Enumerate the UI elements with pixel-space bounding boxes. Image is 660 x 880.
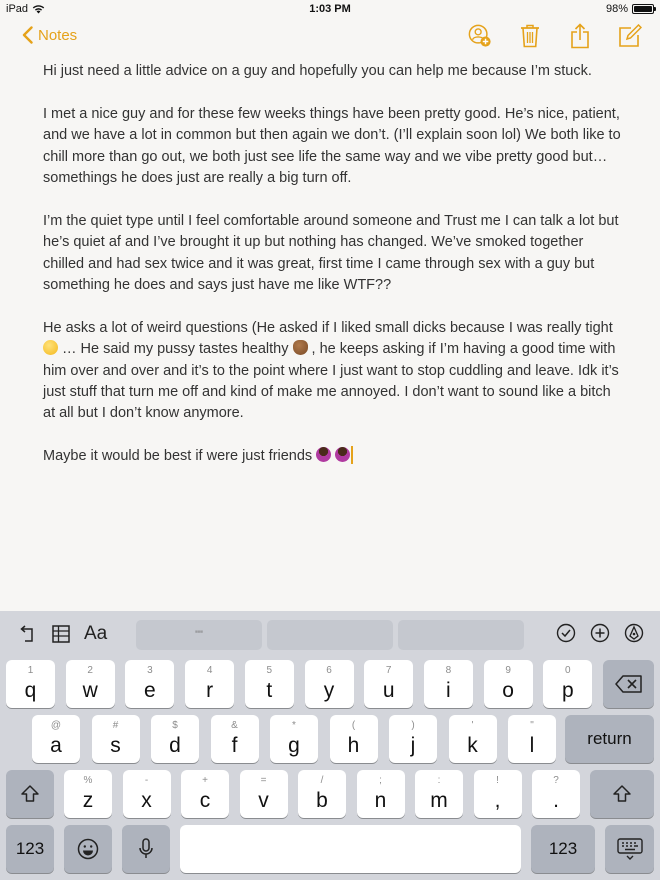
share-button[interactable] xyxy=(568,23,592,49)
trash-icon xyxy=(520,24,540,48)
key-m[interactable] xyxy=(415,770,463,818)
key-e[interactable] xyxy=(125,660,174,708)
key-primary-label: o xyxy=(502,679,514,702)
key-a[interactable] xyxy=(32,715,80,763)
key-secondary-label: 8 xyxy=(445,665,452,676)
key-primary-label: q xyxy=(24,679,37,702)
key-secondary-label: - xyxy=(144,775,149,786)
key-n[interactable] xyxy=(357,770,405,818)
key-primary-label: j xyxy=(410,734,416,757)
key-h[interactable] xyxy=(330,715,378,763)
key-primary-label: r xyxy=(206,679,214,702)
key-secondary-label: 4 xyxy=(206,665,213,676)
key-primary-label: g xyxy=(288,734,300,757)
suggestion-3[interactable] xyxy=(398,620,524,650)
key-primary-label: i xyxy=(446,679,451,702)
keyboard-toolbar xyxy=(0,611,660,657)
checklist-button[interactable] xyxy=(556,623,576,643)
add-person-icon xyxy=(468,23,492,49)
key-secondary-label: + xyxy=(202,775,208,786)
back-label: Notes xyxy=(38,26,78,44)
key-secondary-label: @ xyxy=(50,720,62,731)
key-,[interactable] xyxy=(474,770,522,818)
key-q[interactable] xyxy=(6,660,55,708)
note-paragraph: I met a nice guy and for these few weeks things have been pretty good. He’s nice, patient, and we have a lot in common but then again we don’t. (I’ll explain soon lol) We both like to chill more than go out, we both just see life the same way and we vibe pretty good but… somethings he does just are really a big turn off. xyxy=(43,105,621,187)
key-j[interactable] xyxy=(389,715,437,763)
battery-icon xyxy=(632,4,654,14)
nav-bar xyxy=(0,18,660,56)
key-f[interactable] xyxy=(211,715,259,763)
key-primary-label: k xyxy=(467,734,478,757)
key-r[interactable] xyxy=(185,660,234,708)
microphone-icon xyxy=(138,838,154,860)
table-button[interactable] xyxy=(52,625,70,643)
key-secondary-label: 2 xyxy=(87,665,93,676)
key-secondary-label: ? xyxy=(553,775,559,786)
key-primary-label: n xyxy=(374,789,387,812)
key-secondary-label: % xyxy=(83,775,93,786)
key-primary-label: t xyxy=(266,679,273,702)
shrug-emoji-icon xyxy=(316,447,331,462)
key-secondary-label: $ xyxy=(172,720,178,731)
key-secondary-label: = xyxy=(260,775,267,786)
markup-button[interactable] xyxy=(624,623,644,643)
key-l[interactable] xyxy=(508,715,556,763)
keyboard xyxy=(0,611,660,880)
key-primary-label: , xyxy=(494,789,501,812)
key-primary-label: l xyxy=(529,734,535,757)
key-secondary-label: 6 xyxy=(326,665,332,676)
battery-percent: 98% xyxy=(605,3,628,15)
key-secondary-label: 1 xyxy=(27,665,34,676)
key-k[interactable] xyxy=(449,715,497,763)
keyboard-dismiss-icon xyxy=(617,838,643,860)
key-secondary-label: 9 xyxy=(505,665,511,676)
key-secondary-label: / xyxy=(320,775,324,786)
key-secondary-label: ! xyxy=(496,775,499,786)
key-secondary-label: ; xyxy=(379,775,382,786)
key-primary-label: x xyxy=(141,789,152,812)
hide-keyboard-key[interactable] xyxy=(605,825,654,873)
emoji-key[interactable] xyxy=(64,825,112,873)
key-secondary-label: # xyxy=(112,720,119,731)
shift-icon xyxy=(612,784,632,804)
key-primary-label: w xyxy=(82,679,98,702)
share-icon xyxy=(570,23,590,49)
dictation-key[interactable] xyxy=(122,825,170,873)
space-bar[interactable] xyxy=(180,825,521,873)
key-primary-label: e xyxy=(144,679,156,702)
compose-icon xyxy=(618,24,642,48)
key-secondary-label: ( xyxy=(351,720,356,731)
key-primary-label: f xyxy=(231,734,238,757)
key-primary-label: m xyxy=(430,789,448,812)
key-primary-label: c xyxy=(199,789,211,812)
plus-circle-icon xyxy=(590,623,610,643)
note-paragraph: Hi just need a little advice on a guy and hopefully you can help me because I’m stuck. xyxy=(43,63,592,79)
key-v[interactable] xyxy=(240,770,288,818)
suggestion-1[interactable]: "" xyxy=(136,620,262,650)
key-i[interactable] xyxy=(424,660,473,708)
shift-icon xyxy=(20,784,40,804)
chevron-left-icon xyxy=(22,26,33,44)
key-x[interactable] xyxy=(123,770,171,818)
note-body[interactable] xyxy=(43,61,623,489)
key-primary-label: a xyxy=(50,734,62,757)
key-y[interactable] xyxy=(305,660,354,708)
smirk-emoji-icon xyxy=(43,340,58,355)
key-secondary-label: 5 xyxy=(266,665,273,676)
key-primary-label: . xyxy=(553,789,559,812)
key-primary-label: p xyxy=(561,679,574,702)
key-primary-label: b xyxy=(316,789,328,812)
status-bar xyxy=(0,0,660,18)
key-w[interactable] xyxy=(66,660,115,708)
key-d[interactable] xyxy=(151,715,199,763)
key-secondary-label: * xyxy=(292,720,296,731)
key-primary-label: z xyxy=(82,789,94,812)
key-secondary-label: & xyxy=(231,720,238,731)
key-p[interactable] xyxy=(543,660,592,708)
key-secondary-label: ) xyxy=(411,720,415,731)
device-label: iPad xyxy=(6,3,29,15)
key-secondary-label: 7 xyxy=(385,665,392,676)
shift-key-right[interactable] xyxy=(590,770,654,818)
compose-button[interactable] xyxy=(618,23,642,49)
undo-button[interactable] xyxy=(18,624,38,644)
status-time: 1:03 PM xyxy=(309,3,351,15)
key-primary-label: v xyxy=(258,789,269,812)
key-primary-label: u xyxy=(382,679,395,702)
key-o[interactable] xyxy=(484,660,533,708)
numbers-key-right[interactable]: 123 xyxy=(531,825,595,873)
checkmark-circle-icon xyxy=(556,623,576,643)
key-secondary-label: 0 xyxy=(565,665,571,676)
text-cursor xyxy=(351,446,353,464)
shrug-emoji-icon xyxy=(335,447,350,462)
note-paragraph: Maybe it would be best if were just friends xyxy=(43,446,623,467)
key-.[interactable] xyxy=(532,770,580,818)
format-button[interactable]: Aa xyxy=(84,623,108,644)
key-c[interactable] xyxy=(181,770,229,818)
key-b[interactable] xyxy=(298,770,346,818)
key-g[interactable] xyxy=(270,715,318,763)
note-paragraph: I’m the quiet type until I feel comfortable around someone and Trust me I can talk a lot but he’s quiet af and I’ve brought it up but nothing has changed. We’ve smoked together chilled and had sex twice and it was great, first time I came through sex with a guy but something he does and says just have me like WTF?? xyxy=(43,212,619,294)
pen-tip-circle-icon xyxy=(624,623,644,643)
key-t[interactable] xyxy=(245,660,294,708)
emoji-smiley-icon xyxy=(77,838,99,860)
key-secondary-label: ' xyxy=(471,720,474,731)
return-key[interactable]: return xyxy=(565,715,654,763)
undo-icon xyxy=(18,624,38,644)
numbers-key-left[interactable]: 123 xyxy=(6,825,54,873)
delete-key[interactable] xyxy=(603,660,654,708)
key-z[interactable] xyxy=(64,770,112,818)
insert-button[interactable] xyxy=(590,623,610,643)
key-secondary-label: 3 xyxy=(147,665,153,676)
key-s[interactable] xyxy=(92,715,140,763)
delete-button[interactable] xyxy=(518,23,542,49)
table-icon xyxy=(52,625,70,643)
key-primary-label: s xyxy=(110,734,121,757)
suggestion-2[interactable] xyxy=(267,620,393,650)
key-secondary-label: " xyxy=(530,720,534,731)
key-primary-label: d xyxy=(169,734,181,757)
key-u[interactable] xyxy=(364,660,413,708)
add-people-button[interactable] xyxy=(468,23,492,49)
key-primary-label: y xyxy=(323,679,335,702)
shift-key-left[interactable] xyxy=(6,770,54,818)
ok-hand-emoji-icon xyxy=(293,340,308,355)
backspace-icon xyxy=(615,675,643,693)
key-secondary-label: : xyxy=(437,775,441,786)
key-primary-label: h xyxy=(347,734,360,757)
back-button[interactable] xyxy=(22,26,77,44)
note-paragraph: He asks a lot of weird questions (He asked if I liked small dicks because I was really tight … He said my pussy tastes healthy , he keeps asking if I’m having a good time with him over and over and it’s to the point where I just want to stop cuddling and leave. Idk it’s just stuff that turn me off and kind of make me annoyed. I don’t want to sound like a bitch at all but I don’t know anymore. xyxy=(43,319,619,422)
